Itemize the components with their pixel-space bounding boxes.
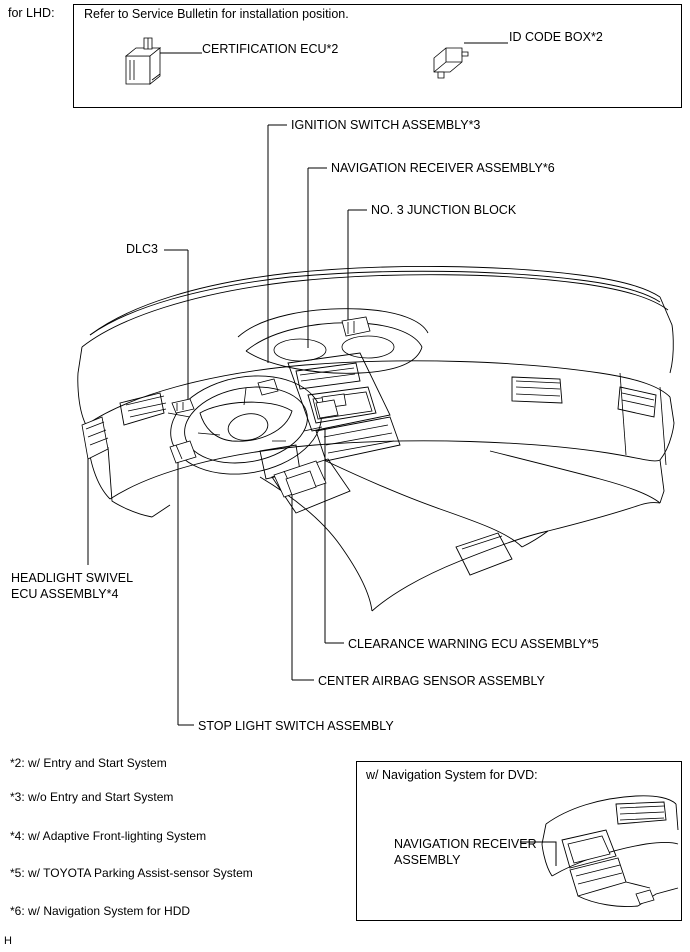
certification-ecu-label: CERTIFICATION ECU*2	[202, 42, 339, 56]
clearance-warning-label: CLEARANCE WARNING ECU ASSEMBLY*5	[348, 637, 599, 651]
certification-ecu-leader	[160, 48, 202, 58]
inset-navigation-receiver-illustration	[540, 790, 680, 918]
lhd-label: for LHD:	[8, 6, 55, 20]
instrument-panel-illustration	[60, 255, 680, 615]
footnote-item: *2: w/ Entry and Start System	[10, 756, 167, 770]
inset-label-line2: ASSEMBLY	[394, 853, 461, 867]
center-airbag-label: CENTER AIRBAG SENSOR ASSEMBLY	[318, 674, 545, 688]
dlc3-label: DLC3	[126, 242, 158, 256]
footer-code: H	[4, 935, 12, 947]
footnote-item: *5: w/ TOYOTA Parking Assist-sensor System	[10, 866, 253, 880]
stop-light-switch-label: STOP LIGHT SWITCH ASSEMBLY	[198, 719, 394, 733]
bulletin-note: Refer to Service Bulletin for installation position.	[84, 7, 349, 21]
ignition-switch-label: IGNITION SWITCH ASSEMBLY*3	[291, 118, 481, 132]
id-code-box-label: ID CODE BOX*2	[509, 30, 603, 44]
footnote-item: *6: w/ Navigation System for HDD	[10, 904, 191, 918]
junction-block-label: NO. 3 JUNCTION BLOCK	[371, 203, 517, 217]
inset-label-line1: NAVIGATION RECEIVER	[394, 837, 537, 851]
footnote-item: *3: w/o Entry and Start System	[10, 790, 174, 804]
footnote-item: *4: w/ Adaptive Front-lighting System	[10, 829, 207, 843]
headlight-swivel-label-line1: HEADLIGHT SWIVEL	[11, 571, 134, 585]
navigation-receiver-label: NAVIGATION RECEIVER ASSEMBLY*6	[331, 161, 555, 175]
inset-title: w/ Navigation System for DVD:	[366, 768, 538, 782]
certification-ecu-figure	[118, 36, 180, 88]
id-code-box-figure	[428, 42, 472, 82]
id-code-box-leader	[464, 38, 508, 48]
headlight-swivel-label-line2: ECU ASSEMBLY*4	[11, 587, 119, 601]
